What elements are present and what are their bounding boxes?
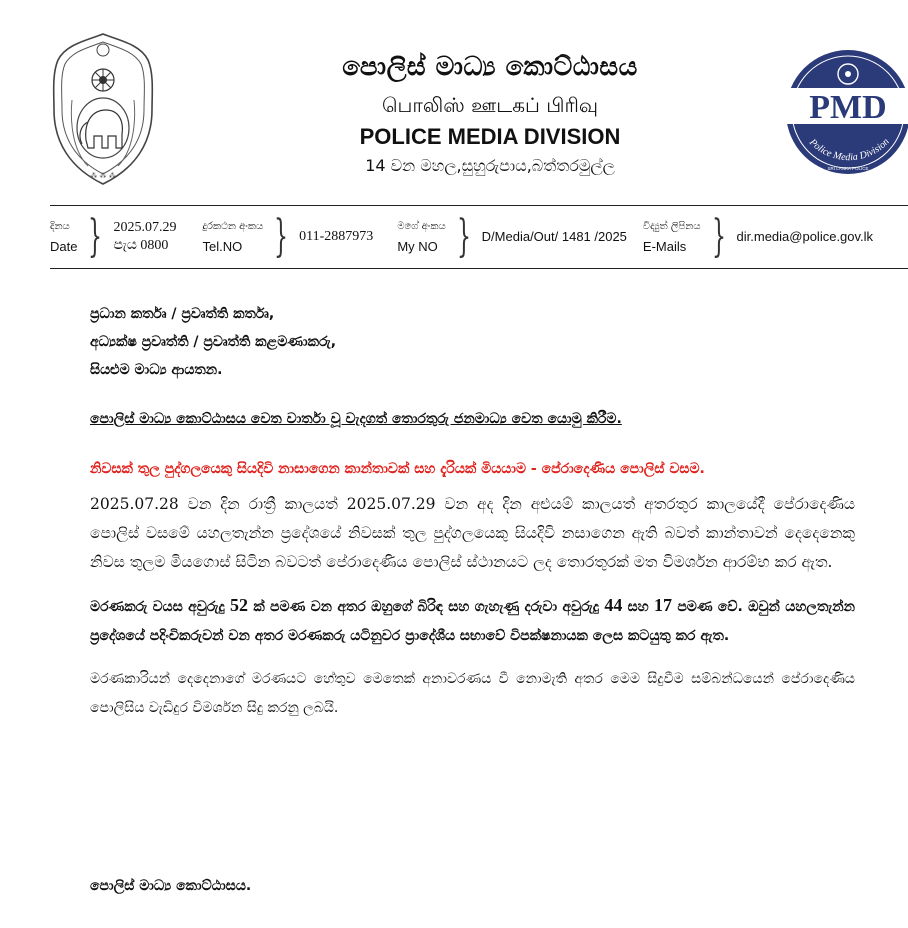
title-sinhala: පොලිස් මාධ්‍ය කොට්ඨාසය [342,52,638,82]
recipient-line-2: අධ්‍යක්ෂ ප්‍රවෘත්ති / ප්‍රවෘත්ති කළමණාකරු, [90,334,337,350]
my-no-cell: මගේ අංකය My NO } D/Media/Out/ 1481 /2025 [397,211,627,262]
reference-info-bar [50,205,908,269]
my-no-value: D/Media/Out/ 1481 /2025 [481,229,627,244]
tel-label: Tel.NO [202,239,243,254]
time-value: පැය 0800 [113,238,169,253]
paragraph-1: 2025.07.28 වන දින රාත්‍රී කාලයත් 2025.07.29 වන අද දින අළුයම් කාලයත් අතරතුර කාලයේදී පේරාදෙණිය පොලිස් වසමේ යහලතැන්න ප්‍රදේශයේ නිවසක් තුල පුද්ගලයෙකු සියදිවි නසාගෙන ඇති බවත් කාන්තාවන් දෙදෙනෙකු නිවස තුලම මියගොස් සිටින බවටත් පේරාදෙණිය පොලිස් ස්ථානයට ලද තොරතුරක් මත විමර්ශන ආරම්භ කර ඇත. [90,495,855,571]
date-label: Date [50,239,78,254]
recipient-line-3: සියළුම මාධ්‍ය ආයතන. [90,362,223,378]
paragraph-3: මරණකාරියන් දෙදෙනාගේ මරණයට හේතුව මෙතෙක් අනාවරණය වී නොමැති අතර මෙම සිදුවීම සම්බන්ධයෙන් පේරාදෙණිය පොලිසිය වැඩිදුර විමර්ශන සිදු කරනු ලබයි. [90,671,855,716]
title-english: POLICE MEDIA DIVISION [359,124,621,149]
svg-text:SRI LANKA POLICE: SRI LANKA POLICE [827,166,869,171]
tel-label-sinhala: දුරකථන අංකය [202,221,264,232]
pmd-logo [786,44,908,182]
date-label-sinhala: දිනය [50,221,70,232]
news-headline: නිවසක් තුල පුද්ගලයෙකු සියදිවි නාසාගෙන කාන්තාවක් සහ දැරියක් මියයාම - පේරාදෙණිය පොලිස් වසම. [90,461,705,477]
letter-body [90,300,855,723]
email-value[interactable]: dir.media@police.gov.lk [736,229,874,244]
title-tamil: பொலிஸ் ஊடகப் பிரிவு [381,93,598,117]
email-label-sinhala: විද්‍යුත් ලිපිනය [642,221,701,232]
svg-text:⁂ ⁂ ⁂: ⁂ ⁂ ⁂ [90,172,116,180]
signature: පොලිස් මාධ්‍ය කොට්ඨාසය. [90,878,252,894]
email-cell: විද්‍යුත් ලිපිනය E-Mails } dir.media@police.gov.lk [642,211,874,262]
paragraph-2: මරණකරු වයස අවුරුදු 52 ක් පමණ වන අතර ඔහුගේ බිරිඳ සහ ගැහැණු දරුවා අවුරුදු 44 සහ 17 පමණ වේ. ඔවුන් යහලතැන්න ප්‍රදේශයේ පදිංචිකරුවන් වන අතර මරණකරු යටිනුවර ප්‍රාදේශීය සභාවේ විපක්ෂනායක ලෙස කටයුතු කර ඇත. [90,595,856,644]
my-no-label-sinhala: මගේ අංකය [397,221,446,232]
police-emblem-logo [48,30,158,190]
date-cell: දිනය Date } 2025.07.29 පැය 0800 [50,211,177,262]
svg-text:Police Media Division: Police Media Division [807,136,892,164]
my-no-label: My NO [397,239,438,254]
office-address: 14 වන මහල,සුහුරුපාය,බත්තරමුල්ල [365,156,615,175]
letterhead [290,48,690,180]
date-value: 2025.07.29 [113,220,177,235]
svg-text:PMD: PMD [809,89,887,126]
tel-value: 011-2887973 [299,229,374,244]
email-label: E-Mails [642,239,687,254]
letter-subject: පොලිස් මාධ්‍ය කොට්ඨාසය වෙත වාර්තා වූ වැදගත් තොරතුරු ජනමාධ්‍ය වෙත යොමු කිරීම. [90,411,622,427]
recipient-line-1: ප්‍රධාන කර්තෘ / ප්‍රවෘත්ති කර්තෘ, [90,306,275,322]
tel-cell: දුරකථන අංකය Tel.NO } 011-2887973 [202,211,374,262]
